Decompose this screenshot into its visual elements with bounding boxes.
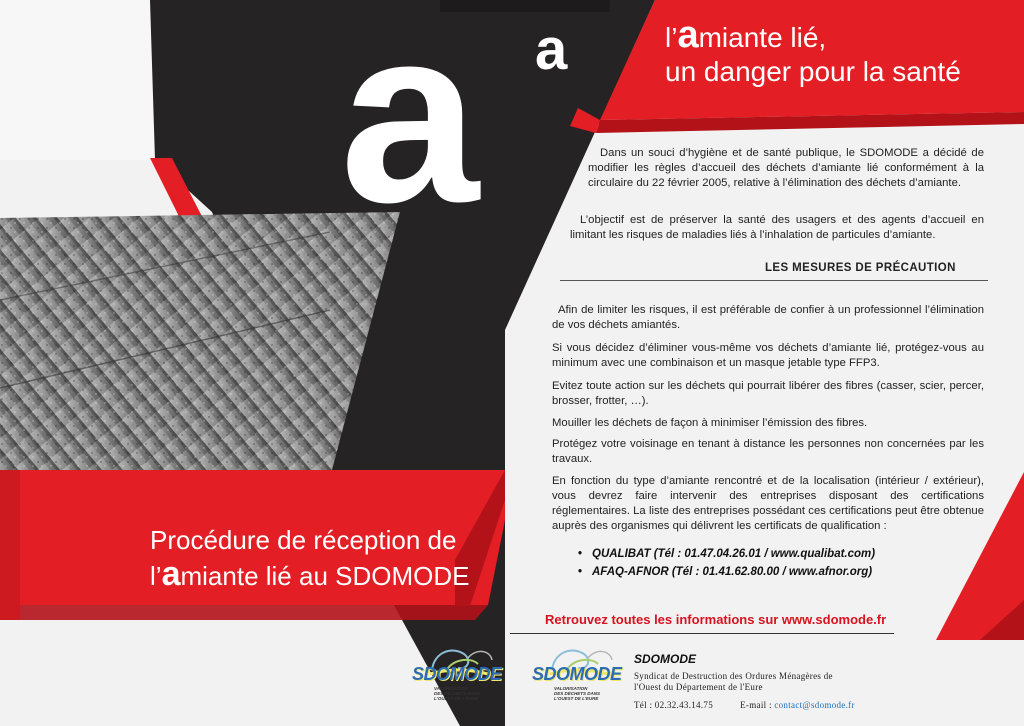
list-item-text: QUALIBAT (Tél : 01.47.04.26.01 / www.qualibat.com)	[592, 548, 876, 560]
logo-name: SDOMODE	[412, 664, 502, 684]
website-callout: Retrouvez toutes les informations sur www.sdomode.fr	[545, 612, 887, 627]
section-title: LES MESURES DE PRÉCAUTION	[765, 262, 956, 274]
measure-paragraph: En fonction du type d’amiante rencontré et de la localisation (intérieur / extérieur), vous devrez faire intervenir des entreprises disposant des certifications réglementaires. La liste des entreprises possédant ces certifications peut être obtenue auprès des organismes qui délivrent les certificats de qualification :	[552, 475, 984, 532]
section-divider	[560, 280, 988, 281]
procedure-title-prefix: l’	[150, 561, 162, 591]
procedure-title-line-1: Procédure de réception de	[150, 525, 457, 555]
headline-line-2: un danger pour la santé	[665, 56, 961, 87]
org-contact	[634, 700, 855, 710]
measure-paragraph: Evitez toute action sur les déchets qui pourrait libérer des fibres (casser, scier, percer, brosser, frotter, …).	[552, 380, 984, 407]
small-letter-a: a	[535, 17, 568, 82]
email-label: E-mail :	[740, 700, 775, 710]
footer-divider	[510, 633, 894, 634]
procedure-title-rest: miante lié au SDOMODE	[180, 561, 470, 591]
logo-tagline: VALORISATION DES DÉCHETS DANS L'OUEST DE L'EURE	[554, 686, 601, 701]
procedure-emphasis-a: a	[161, 555, 181, 593]
intro-paragraph-2: L’objectif est de préserver la santé des usagers et des agents d’accueil en limitant les risques de maladies liés à l’inhalation de particules d’amiante.	[570, 214, 984, 241]
procedure-title	[150, 523, 469, 593]
headline-prefix: l’	[665, 22, 678, 53]
list-item: • AFAQ-AFNOR (Tél : 01.41.62.80.00 / www.afnor.org)	[578, 566, 873, 578]
measure-paragraph: Protégez votre voisinage en tenant à distance les personnes non concernées par les travaux.	[552, 438, 984, 465]
org-description: Syndicat de Destruction des Ordures Ménagères de l'Ouest du Département de l'Eure	[634, 671, 833, 692]
org-name: SDOMODE	[634, 652, 697, 666]
headline	[665, 14, 961, 89]
procedure-title-line-2	[150, 557, 469, 593]
list-item: • QUALIBAT (Tél : 01.47.04.26.01 / www.qualibat.com)	[578, 548, 876, 560]
org-phone: Tél : 02.32.43.14.75	[634, 700, 713, 710]
headline-line-1	[665, 14, 961, 56]
sdomode-logo	[532, 640, 624, 700]
headline-rest: miante lié,	[698, 22, 827, 53]
measure-paragraph: Si vous décidez d’éliminer vous-même vos déchets d’amiante lié, protégez-vous au minimum avec une combinaison et un masque jetable type FFP3.	[552, 342, 984, 369]
email-link[interactable]: contact@sdomode.fr	[774, 700, 855, 710]
intro-paragraph-1: Dans un souci d’hygiène et de santé publique, le SDOMODE a décidé de modifier les règles d’accueil des déchets d’amiante lié conformément à la circulaire du 22 février 2005, relative à l’élimination des déchets d’amiante.	[588, 147, 984, 189]
measure-paragraph: Afin de limiter les risques, il est préférable de confier à un professionnel l’élimination de vos déchets amiantés.	[552, 304, 984, 331]
logo-tagline: VALORISATION DES DÉCHETS DANS L'OUEST DE L'EURE	[434, 686, 481, 701]
logo-name: SDOMODE	[532, 664, 622, 684]
sdomode-logo	[412, 640, 504, 700]
big-letter-a: a	[340, 0, 480, 254]
list-item-text: AFAQ-AFNOR (Tél : 01.41.62.80.00 / www.afnor.org)	[592, 566, 873, 578]
measure-paragraph: Mouiller les déchets de façon à minimiser l’émission des fibres.	[552, 417, 868, 429]
certification-list	[578, 545, 875, 581]
headline-emphasis-a: a	[677, 14, 699, 56]
